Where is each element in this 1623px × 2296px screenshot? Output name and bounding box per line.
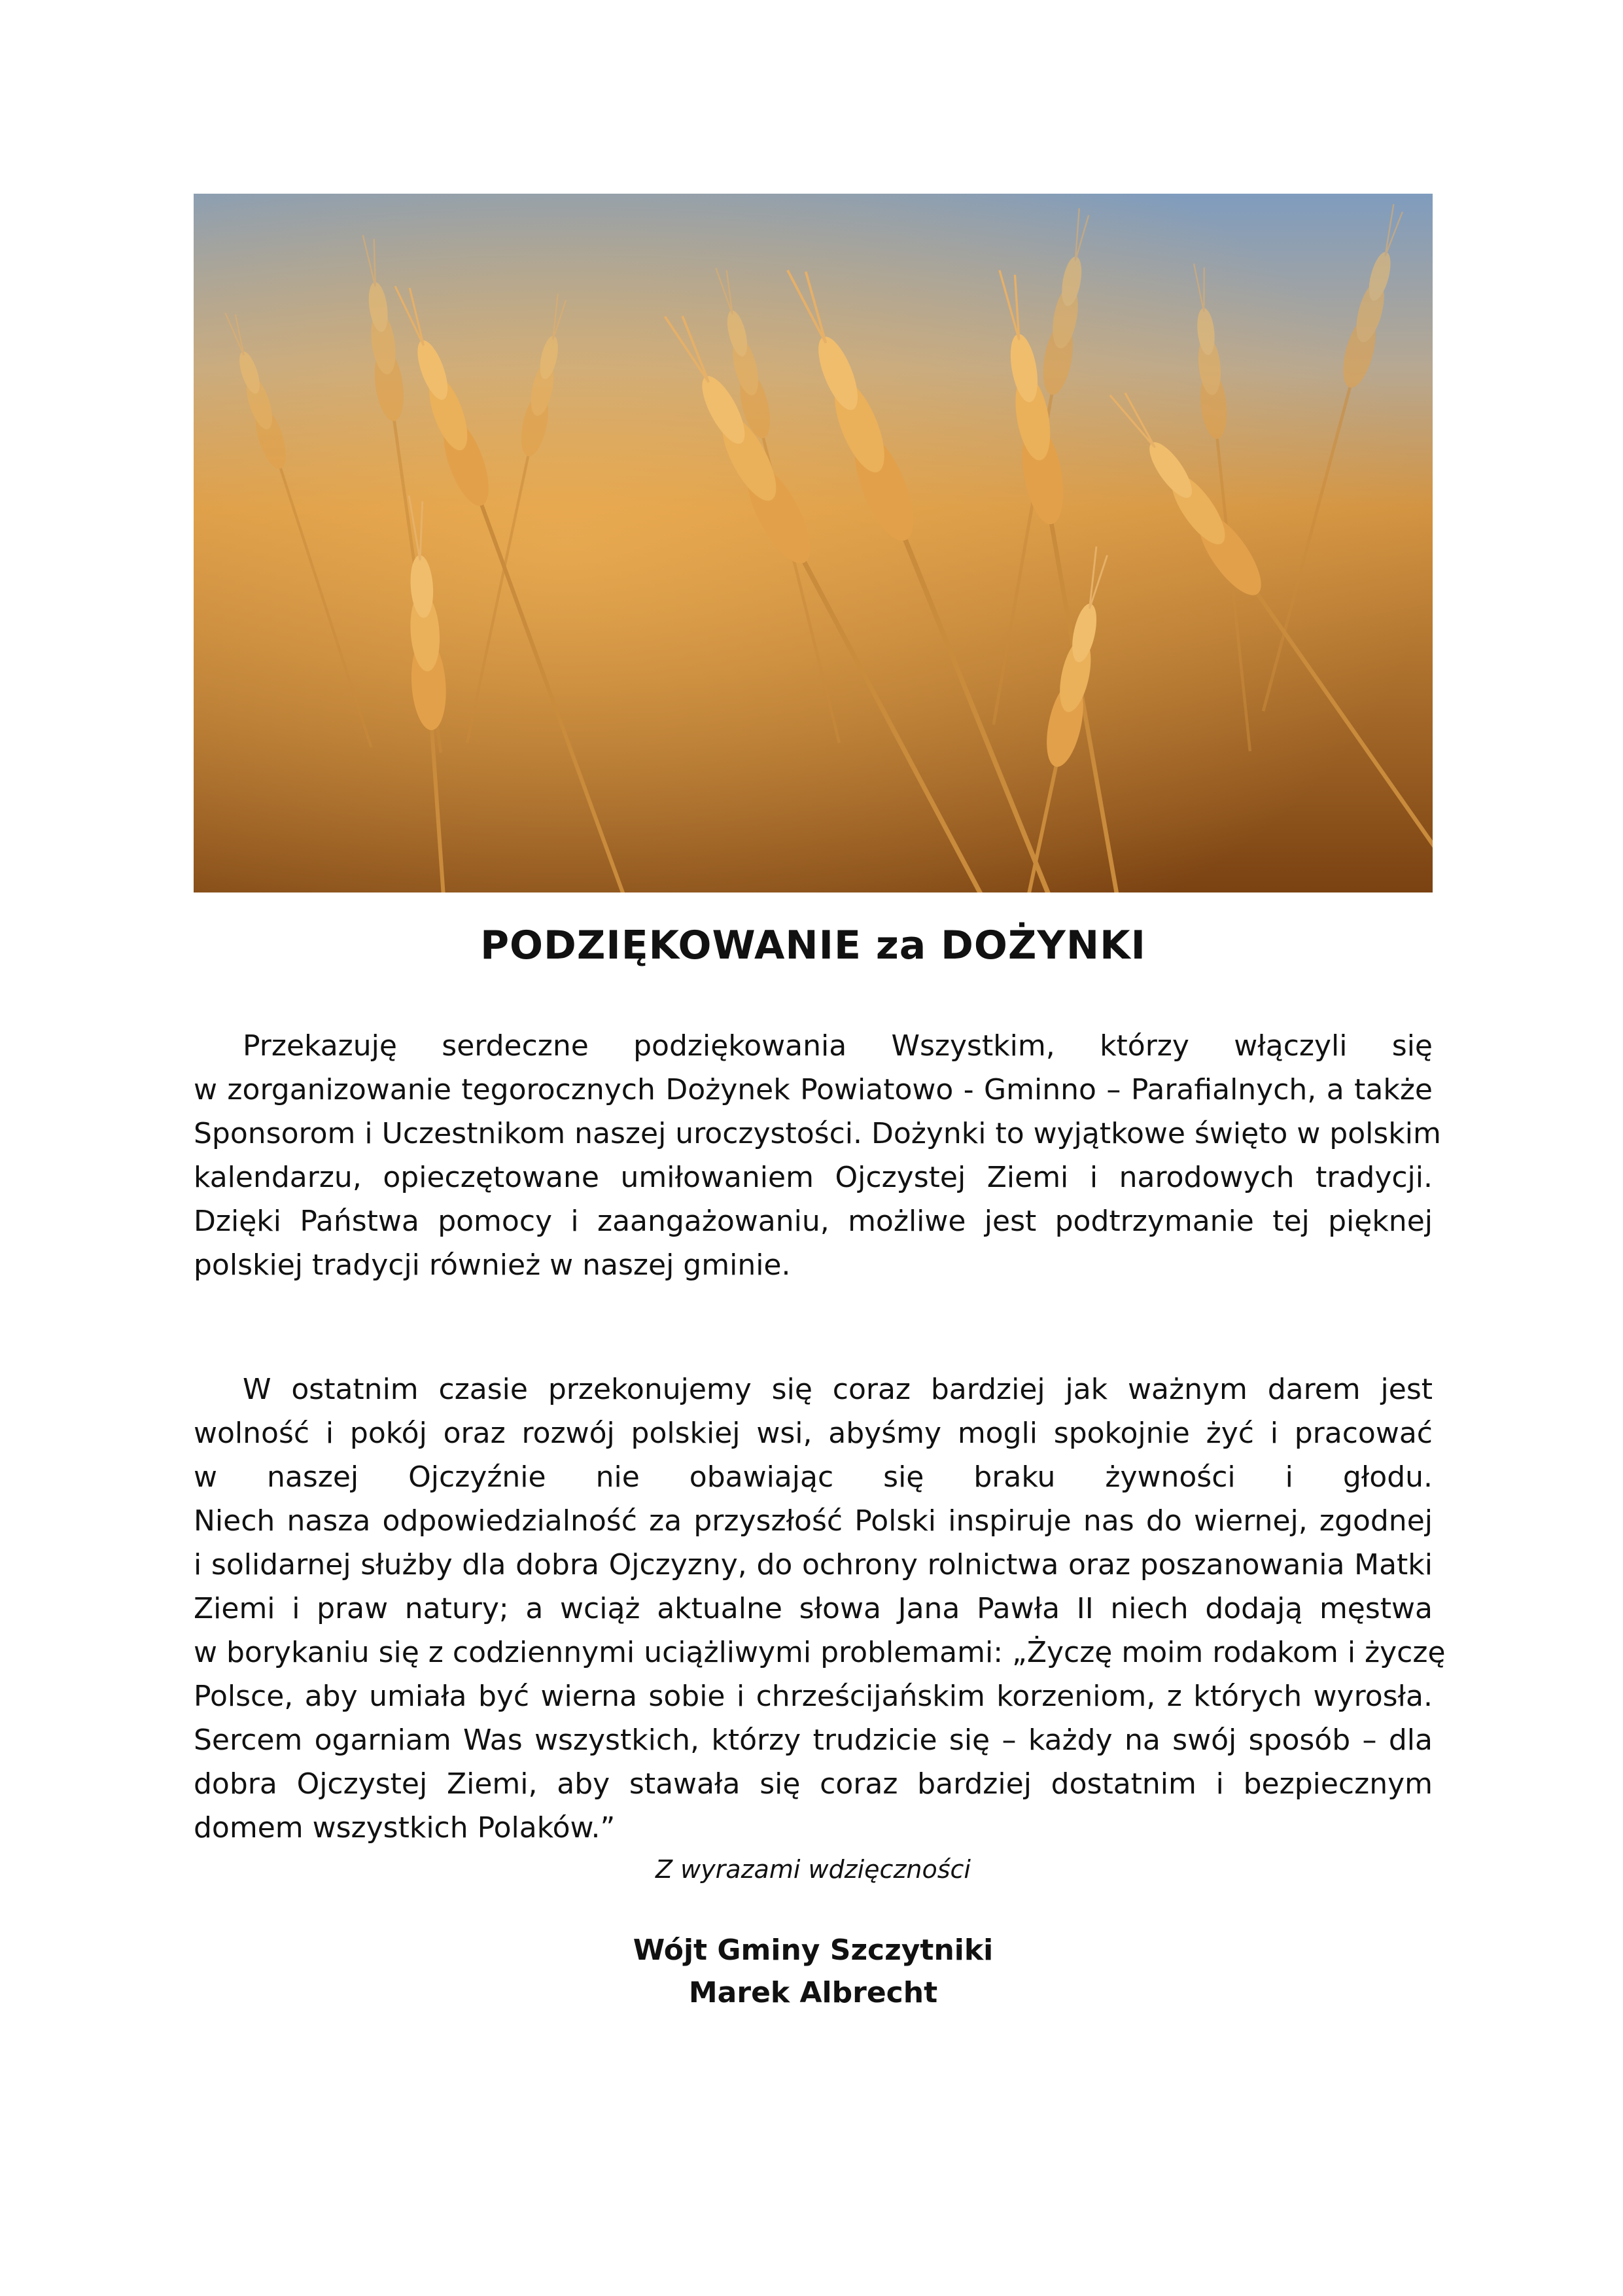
closing-line: Z wyrazami wdzięczności — [655, 1855, 971, 1884]
reflection-paragraph — [194, 1368, 1446, 1850]
paragraph-line: w borykaniu się z codziennymi uciążliwymi problemami: „Życzę moim rodakom i życzę — [194, 1636, 1446, 1669]
paragraph-line: W ostatnim czasie przekonujemy się coraz bardziej jak ważnym darem jest — [243, 1373, 1433, 1406]
paragraph-line: Dzięki Państwa pomocy i zaangażowaniu, możliwe jest podtrzymanie tej pięknej — [194, 1205, 1433, 1238]
paragraph-line: Ziemi i praw natury; a wciąż aktualne słowa Jana Pawła II niech dodają męstwa — [194, 1592, 1433, 1625]
page-title: PODZIĘKOWANIE za DOŻYNKI — [480, 923, 1146, 968]
thanks-paragraph — [194, 1024, 1441, 1287]
paragraph-line: kalendarzu, opieczętowane umiłowaniem Ojczystej Ziemi i narodowych tradycji. — [194, 1161, 1433, 1194]
paragraph-line: polskiej tradycji również w naszej gminie. — [194, 1248, 791, 1282]
paragraph-line: Sercem ogarniam Was wszystkich, którzy trudzicie się – każdy na swój sposób – dla — [194, 1723, 1433, 1757]
signature-role: Wójt Gminy Szczytniki — [633, 1934, 994, 1967]
paragraph-line: Przekazuję serdeczne podziękowania Wszystkim, którzy włączyli się — [243, 1029, 1433, 1063]
paragraph-line: Niech nasza odpowiedzialność za przyszłość Polski inspiruje nas do wiernej, zgodnej — [194, 1504, 1433, 1538]
paragraph-line: domem wszystkich Polaków.” — [194, 1811, 616, 1845]
wheat-field-photo — [194, 194, 1433, 892]
paragraph-line: wolność i pokój oraz rozwój polskiej wsi, abyśmy mogli spokojnie żyć i pracować — [194, 1417, 1433, 1450]
paragraph-line: Polsce, aby umiała być wierna sobie i chrześcijańskim korzeniom, z których wyrosła. — [194, 1680, 1433, 1713]
paragraph-line: i solidarnej służby dla dobra Ojczyzny, do ochrony rolnictwa oraz poszanowania Matki — [194, 1548, 1433, 1581]
paragraph-line: w naszej Ojczyźnie nie obawiając się braku żywności i głodu. — [194, 1460, 1433, 1494]
signature-name: Marek Albrecht — [688, 1976, 938, 2009]
paragraph-line: Sponsorom i Uczestnikom naszej uroczystości. Dożynki to wyjątkowe święto w polskim — [194, 1117, 1441, 1150]
paragraph-line: w zorganizowanie tegorocznych Dożynek Powiatowo - Gminno – Parafialnych, a także — [194, 1073, 1433, 1106]
paragraph-line: dobra Ojczystej Ziemi, aby stawała się coraz bardziej dostatnim i bezpiecznym — [194, 1767, 1433, 1801]
wheat-field-icon — [194, 194, 1433, 892]
